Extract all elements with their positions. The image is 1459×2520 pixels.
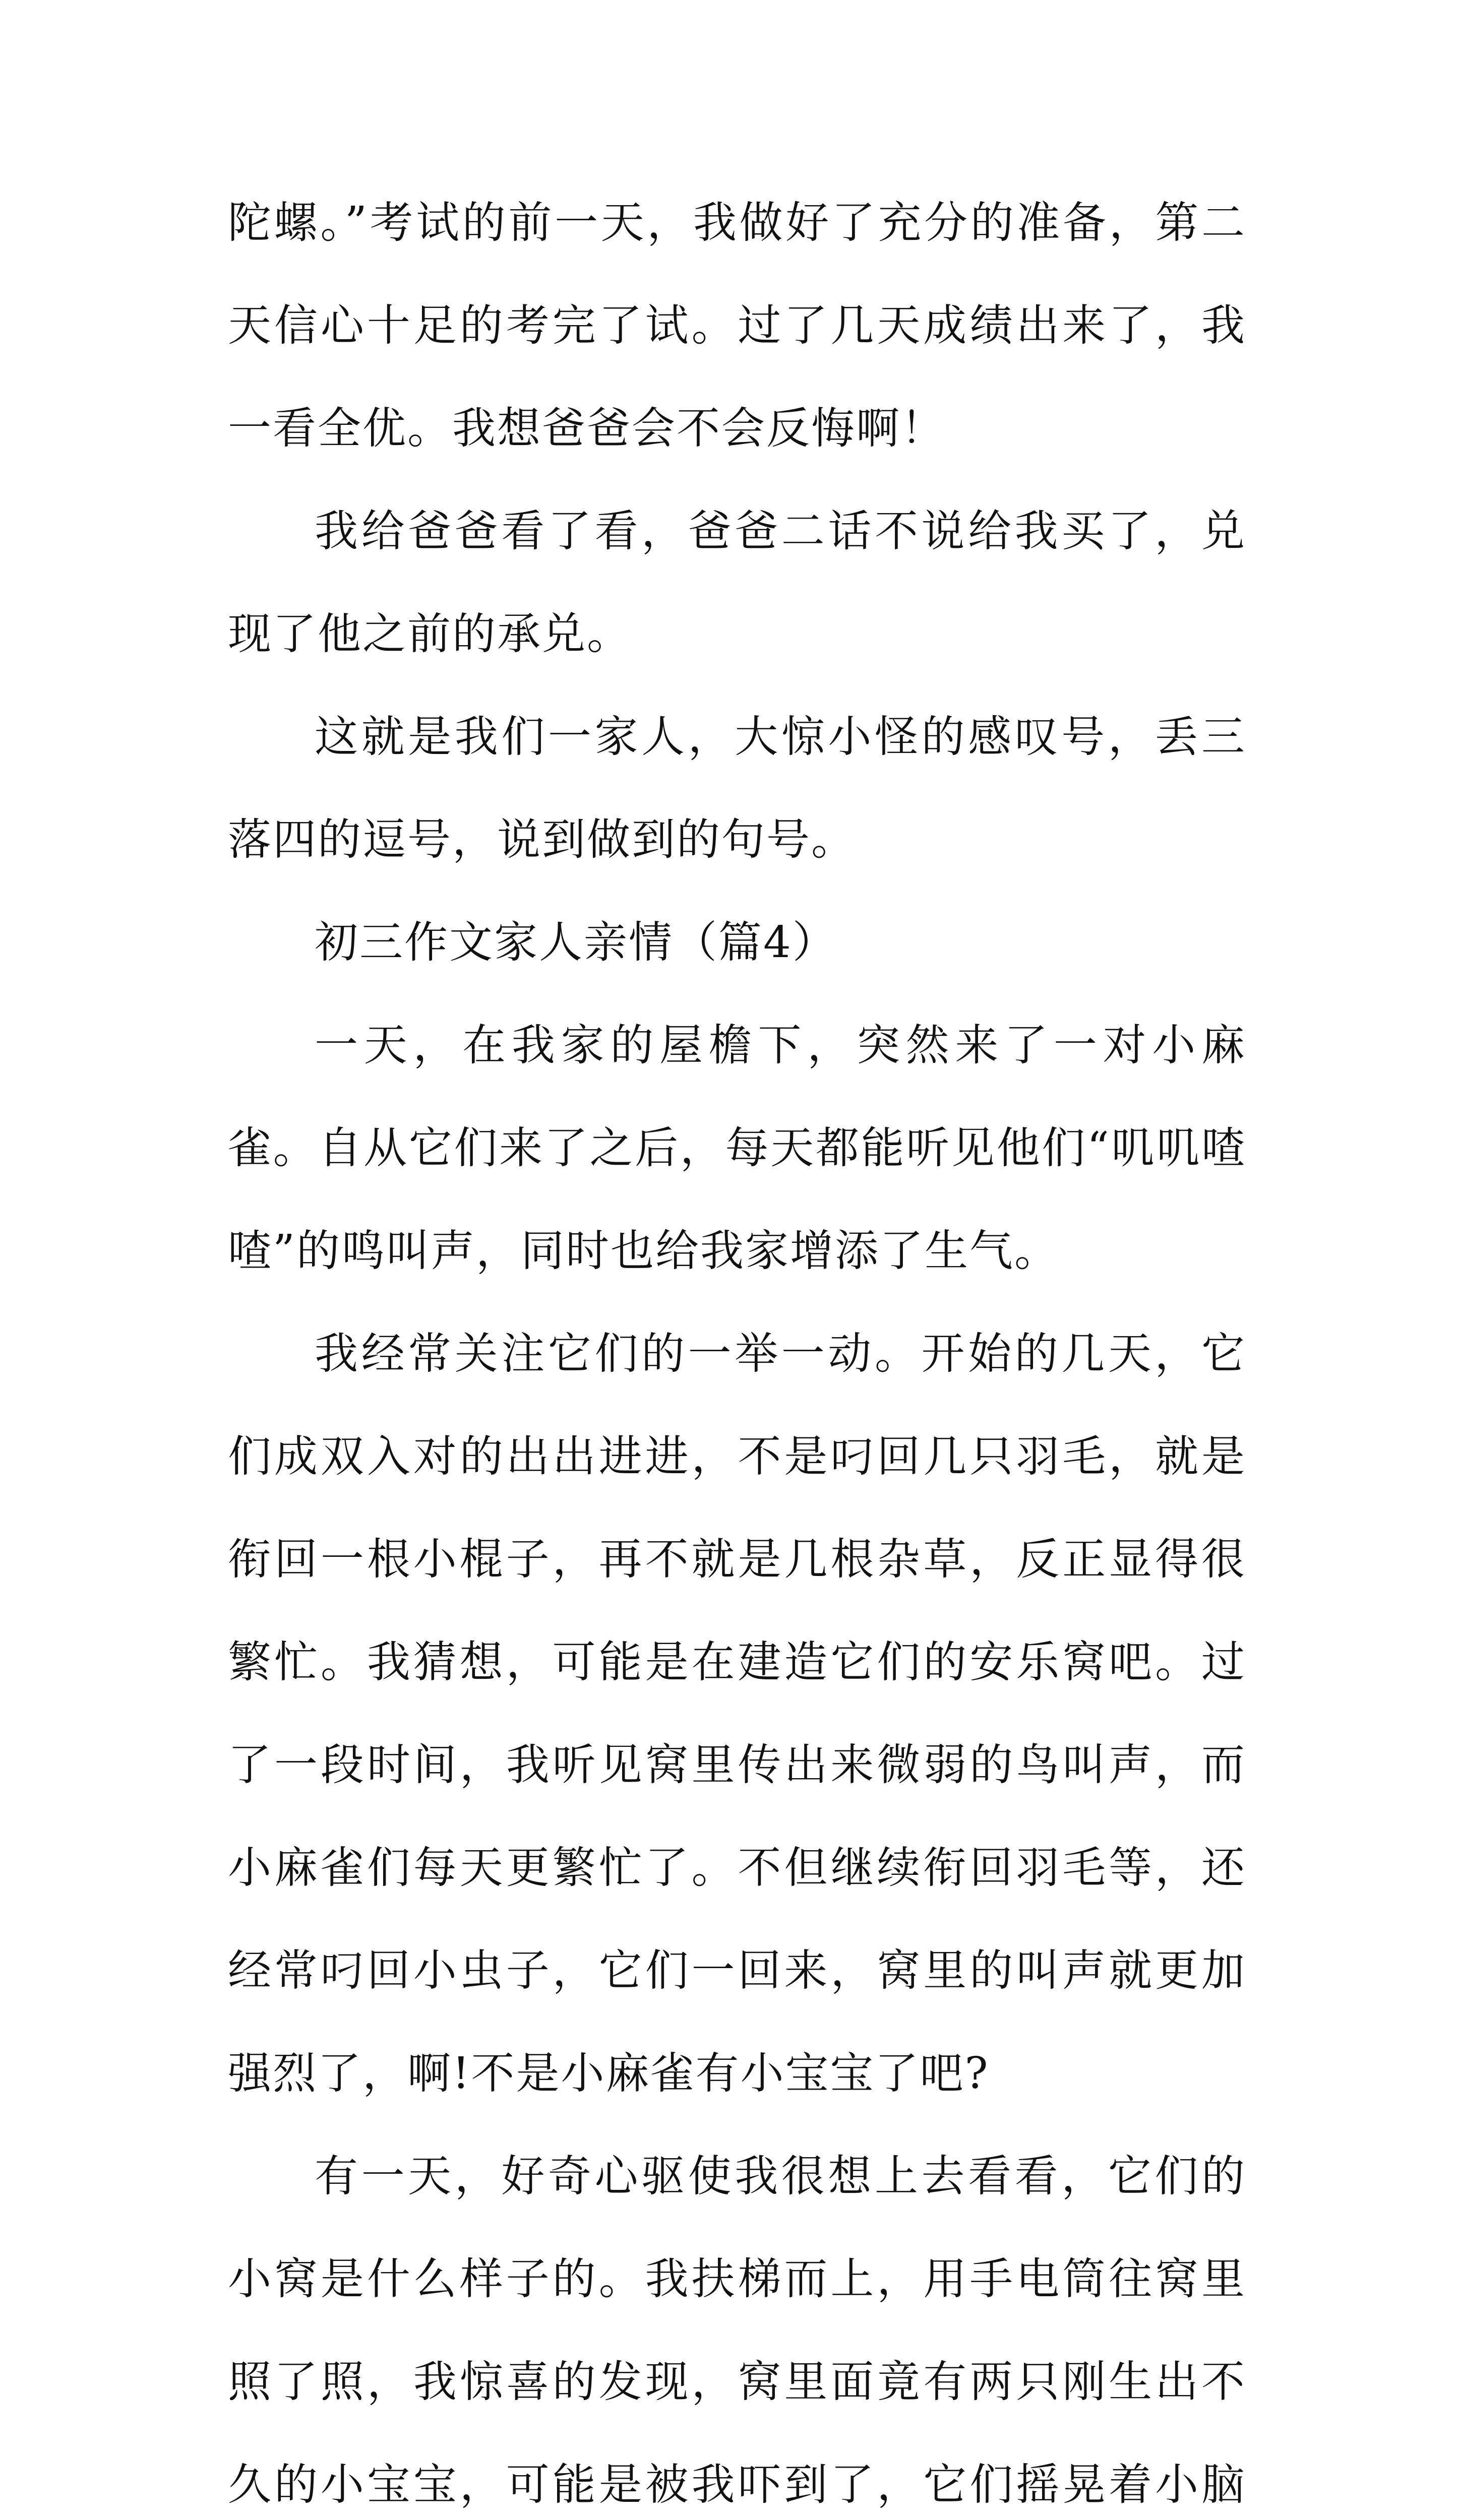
paragraph-2: 我给爸爸看了看，爸爸二话不说给我买了，兑现了他之前的承兑。 [228,506,1246,659]
paragraph-6: 有一天，好奇心驱使我很想上去看看，它们的小窝是什么样子的。我扶梯而上，用手电筒往窝里照了照，我惊喜的发现，窝里面竟有两只刚生出不久的小宝宝，可能是被我吓到了，它们摇晃着小脑 [228,2151,1246,2510]
paragraph-4: 一天，在我家的屋檐下，突然来了一对小麻雀。自从它们来了之后，每天都能听见他们“叽叽喳喳”的鸣叫声，同时也给我家增添了生气。 [228,1020,1246,1276]
paragraph-3: 这就是我们一家人，大惊小怪的感叹号，丢三落四的逗号，说到做到的句号。 [228,712,1246,865]
section-heading: 初三作文家人亲情（篇4） [315,917,837,968]
document-body [228,171,1246,2520]
paragraph-5: 我经常关注它们的一举一动。开始的几天，它们成双入对的出出进进，不是叼回几只羽毛，就是衔回一根小棍子，再不就是几根杂草，反正显得很繁忙。我猜想，可能是在建造它们的安乐窝吧。过了一段时间，我听见窝里传出来微弱的鸟叫声，而小麻雀们每天更繁忙了。不但继续衔回羽毛等，还经常叼回小虫子，它们一回来，窝里的叫声就更加强烈了，啊!不是小麻雀有小宝宝了吧? [228,1329,1246,2099]
paragraph-1: 陀螺。”考试的前一天，我做好了充分的准备，第二天信心十足的考完了试。过了几天成绩出来了，我一看全优。我想爸爸会不会反悔啊！ [228,198,1246,454]
